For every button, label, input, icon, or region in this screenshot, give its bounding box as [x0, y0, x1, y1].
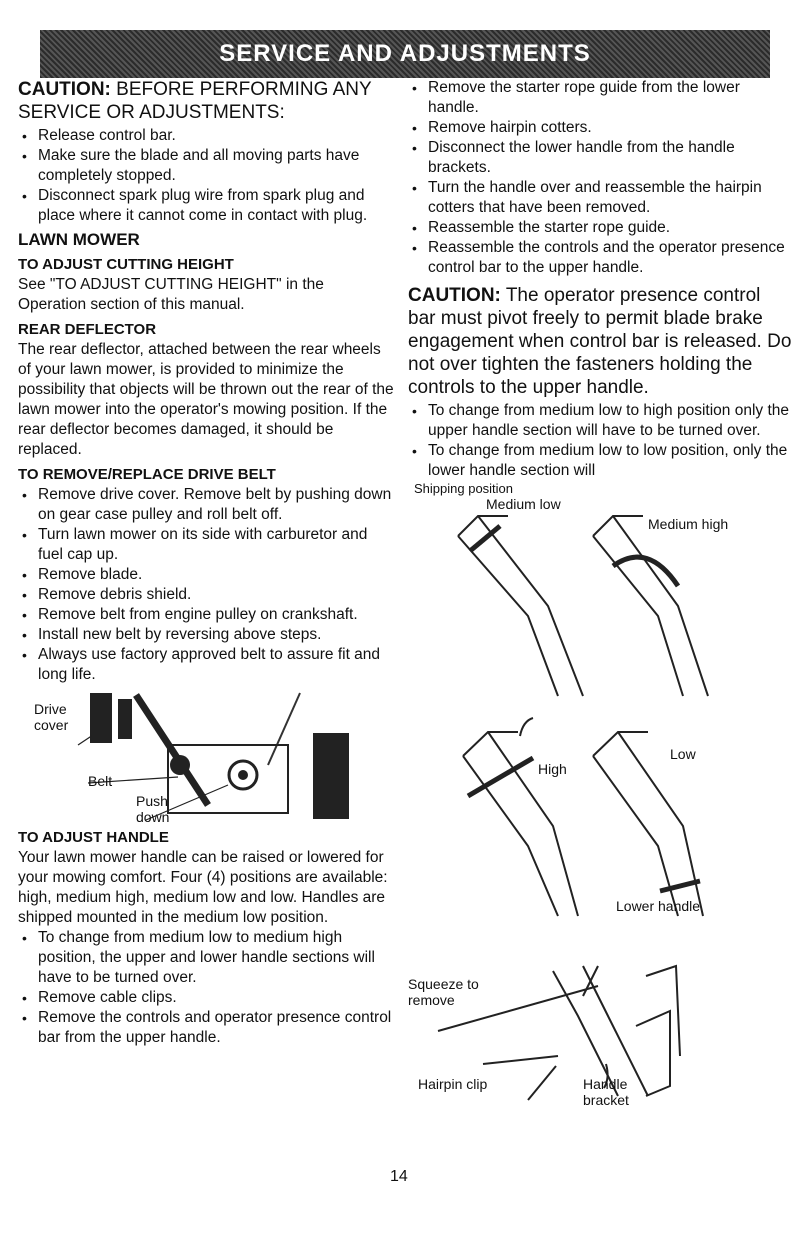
list-item: • Reassemble the controls and the operator presence control bar to the upper handle. [408, 238, 793, 278]
cutting-height-text: See "TO ADJUST CUTTING HEIGHT" in the Operation section of this manual. [18, 276, 324, 313]
caution-text: BEFORE PERFORMING ANY SERVICE OR ADJUSTMENTS: [18, 79, 372, 123]
squeeze-label: Squeeze to remove [408, 976, 479, 1008]
adjust-handle-text: Your lawn mower handle can be raised or lowered for your mowing comfort. Four (4) positions are available: high, medium high, medium low and low. Handles are shipped mounted in the medium low position. [18, 849, 388, 926]
list-item: • Make sure the blade and all moving parts have completely stopped. [18, 146, 396, 186]
list-item: • To change from medium low to high position only the upper handle section will have to be turned over. [408, 401, 793, 441]
list-item: • Turn lawn mower on its side with carburetor and fuel cap up. [18, 525, 396, 565]
list-item: • Remove drive cover. Remove belt by pushing down on gear case pulley and roll belt off. [18, 485, 396, 525]
list-item: • Remove cable clips. [18, 988, 396, 1008]
handle-positions-illustration [408, 496, 793, 1104]
list-item: • Turn the handle over and reassemble the hairpin cotters that have been removed. [408, 178, 793, 218]
banner-title: SERVICE AND ADJUSTMENTS [219, 40, 591, 67]
left-column [18, 78, 396, 1048]
drive-belt-illustration [18, 685, 358, 827]
handle-steps-list [408, 78, 793, 278]
list-item: • Release control bar. [18, 126, 396, 146]
caution-lead: CAUTION: [18, 79, 111, 100]
list-item: • Remove belt from engine pulley on crankshaft. [18, 605, 396, 625]
list-item: • Disconnect the lower handle from the handle brackets. [408, 138, 793, 178]
list-item: • To change from medium low to low position, only the lower handle section will [408, 441, 793, 481]
list-item: • Always use factory approved belt to assure fit and long life. [18, 645, 396, 685]
adjust-handle-list [18, 928, 396, 1048]
list-item: • Remove the controls and operator presence control bar from the upper handle. [18, 1008, 396, 1048]
list-item: • Remove blade. [18, 565, 396, 585]
cutting-height-heading: TO ADJUST CUTTING HEIGHT [18, 256, 234, 273]
list-item: • Reassemble the starter rope guide. [408, 218, 793, 238]
list-item: • Remove debris shield. [18, 585, 396, 605]
caution-list [18, 126, 396, 226]
list-item: • Disconnect spark plug wire from spark plug and place where it cannot come in contact with plug. [18, 186, 396, 226]
drive-belt-figure [18, 685, 396, 827]
list-item: • To change from medium low to medium high position, the upper and lower handle sections will have to be turned over. [18, 928, 396, 988]
caution-lead: CAUTION: [408, 285, 501, 306]
rear-deflector-heading: REAR DEFLECTOR [18, 321, 157, 338]
shipping-caption: Shipping position [414, 481, 514, 496]
position-list [408, 401, 793, 481]
drive-belt-heading: TO REMOVE/REPLACE DRIVE BELT [18, 466, 276, 483]
lower-handle-label: Lower handle [616, 898, 701, 914]
drive-cover-label: Drive cover [34, 701, 69, 733]
medium-low-label: Medium low [486, 496, 561, 512]
bracket-label: Handle bracket [583, 1076, 629, 1108]
low-label: Low [670, 746, 696, 762]
right-column [408, 78, 793, 1108]
lawn-mower-heading: LAWN MOWER [18, 230, 140, 249]
caution-text: The operator presence control bar must pivot freely to permit blade brake engagement when control bar is released. Do not over tighten the fasteners holding the controls to the upper handle. [408, 285, 792, 398]
medium-high-label: Medium high [648, 516, 729, 532]
rear-deflector-text: The rear deflector, attached between the rear wheels of your lawn mower, is provided to minimize the possibility that objects will be thrown out the rear of the lawn mower into the operator's mowing position. If the rear deflector becomes damaged, it should be replaced. [18, 341, 394, 458]
push-down-label: Push down [136, 793, 170, 825]
list-item: • Install new belt by reversing above steps. [18, 625, 396, 645]
caution-paragraph [408, 284, 793, 399]
high-label: High [538, 761, 567, 777]
section-banner [40, 30, 770, 78]
drive-belt-list [18, 485, 396, 685]
page-number: 14 [390, 1168, 408, 1185]
belt-label: Belt [88, 773, 113, 789]
handle-positions-figure [408, 496, 793, 1108]
hairpin-label: Hairpin clip [418, 1076, 488, 1092]
list-item: • Remove the starter rope guide from the lower handle. [408, 78, 793, 118]
list-item: • Remove hairpin cotters. [408, 118, 793, 138]
caution-heading [18, 78, 396, 124]
adjust-handle-heading: TO ADJUST HANDLE [18, 829, 169, 846]
